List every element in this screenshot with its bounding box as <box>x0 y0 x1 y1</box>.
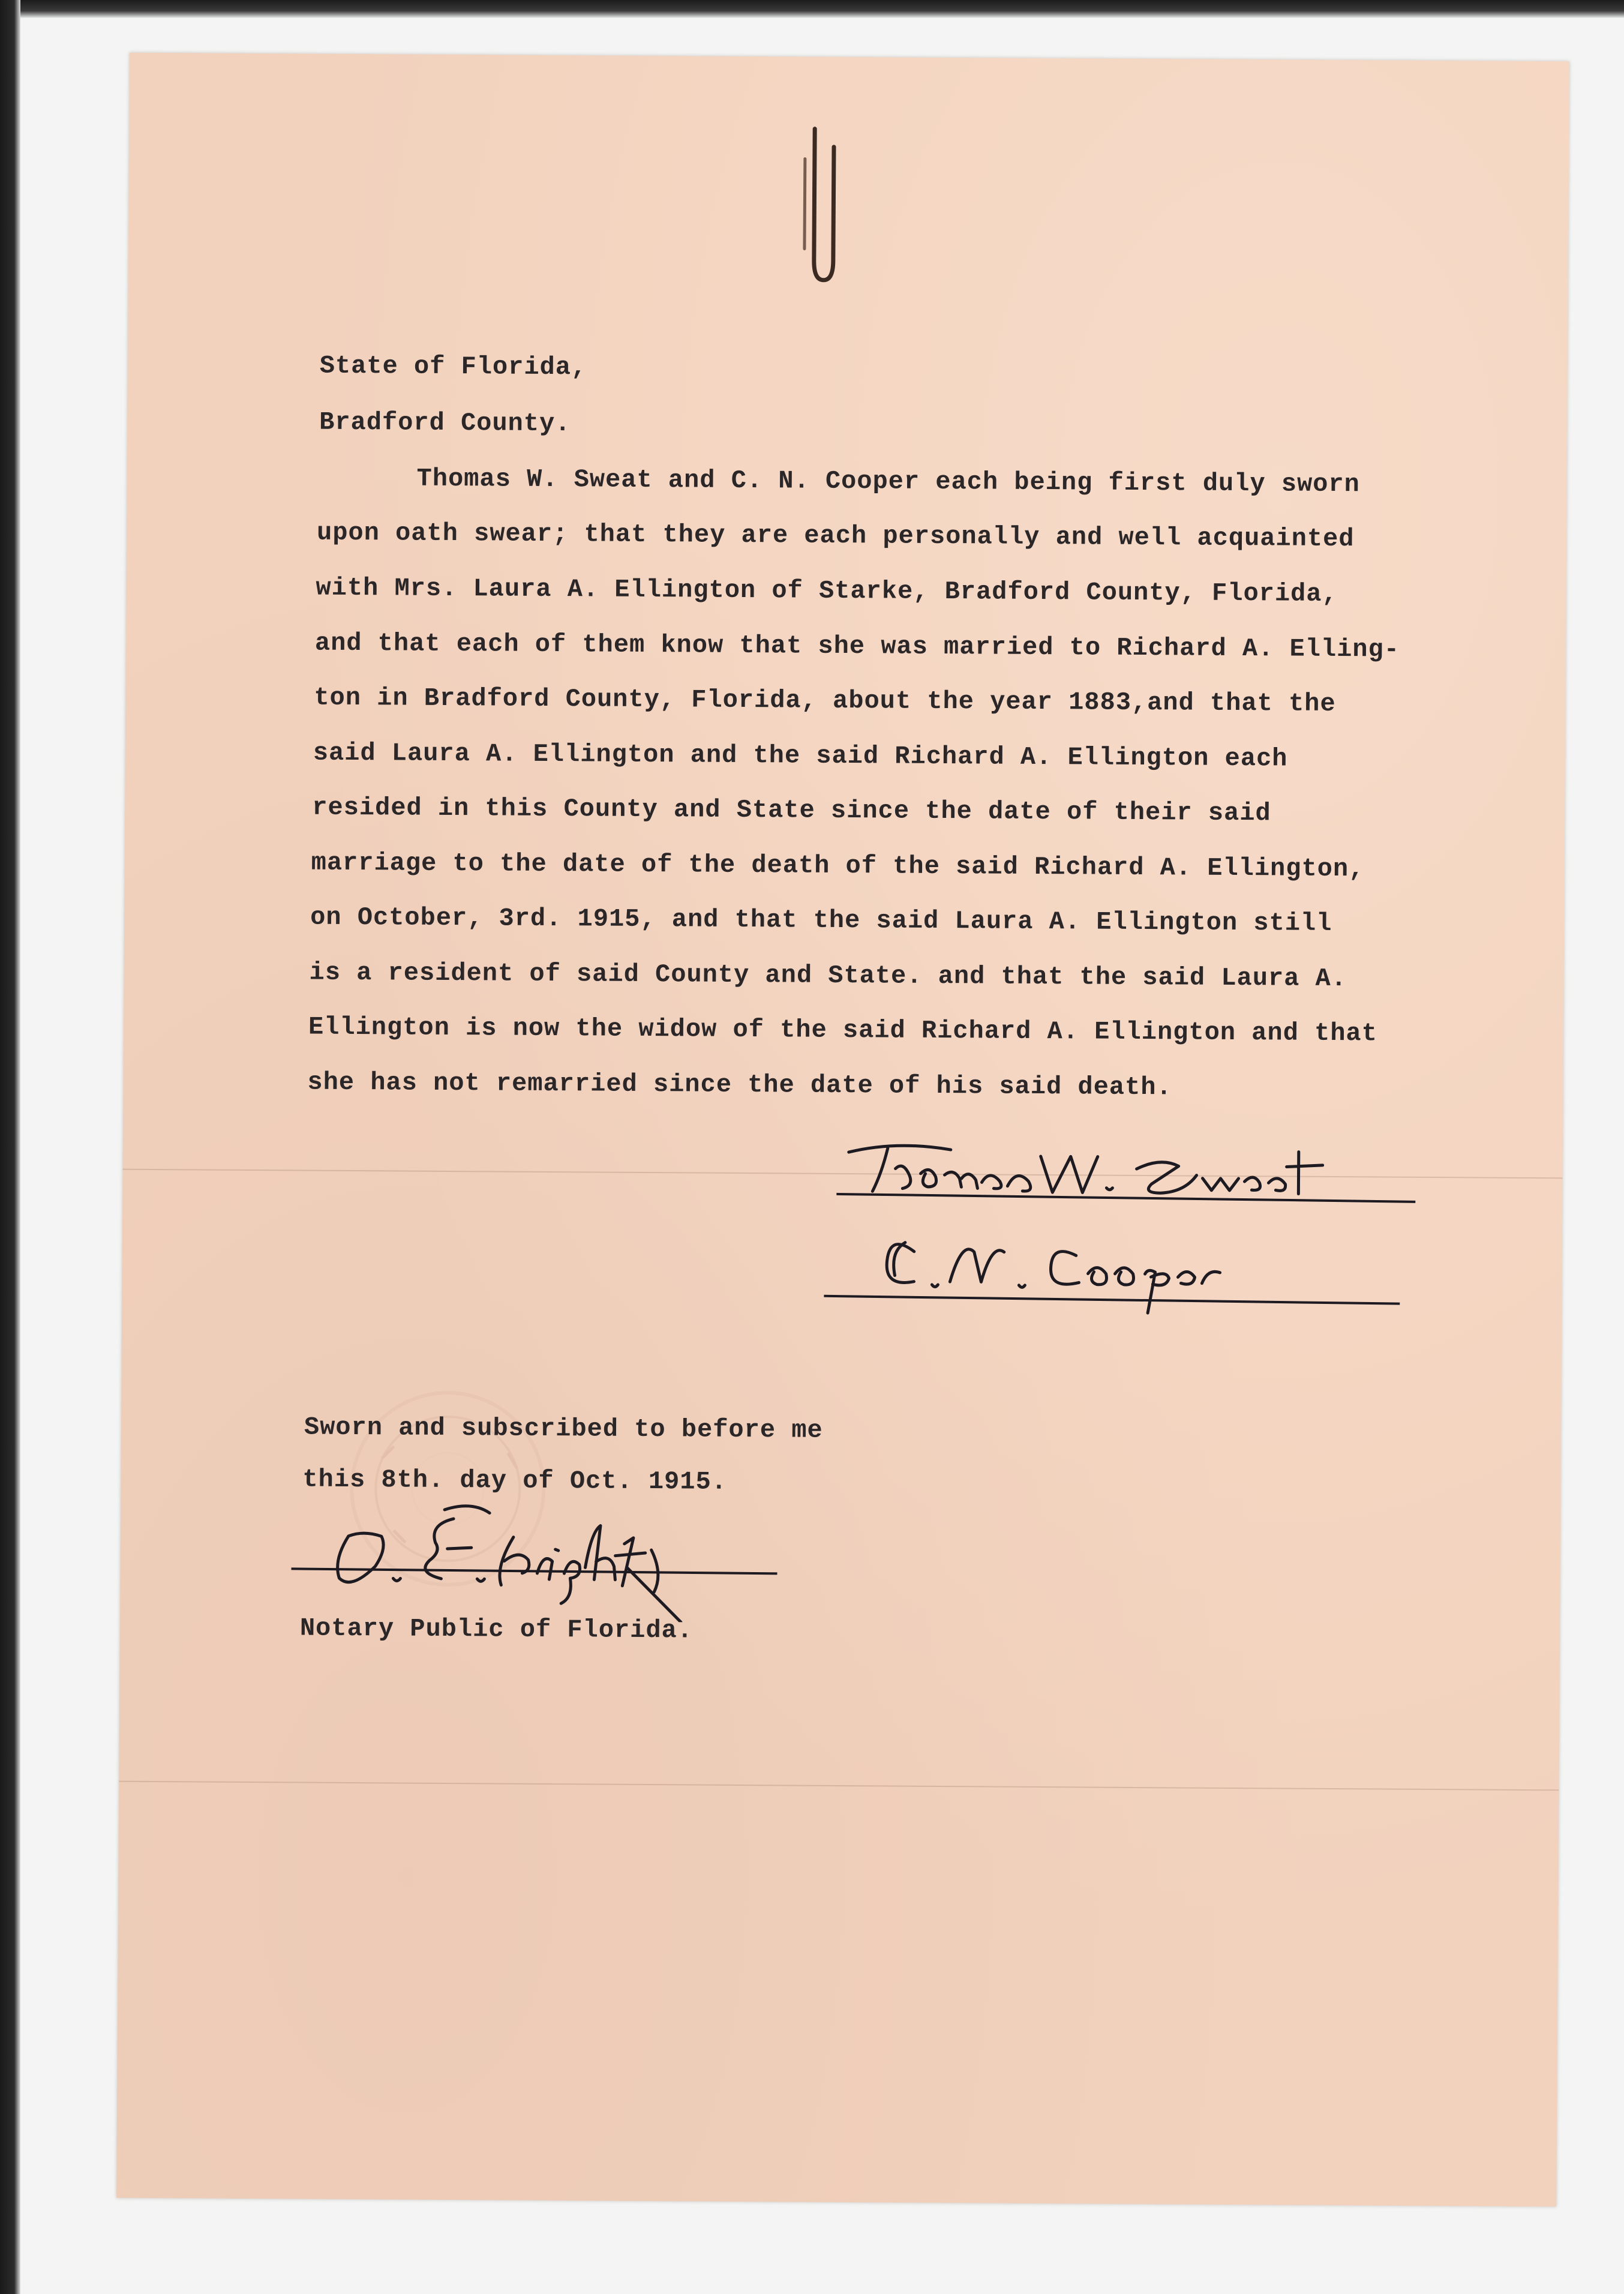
body-line: upon oath swear; that they are each personally and well acquainted <box>316 518 1355 554</box>
notary-title: Notary Public of Florida. <box>299 1614 694 1645</box>
body-line: is a resident of said County and State. and that the said Laura A. <box>309 958 1347 994</box>
body-line: on October, 3rd. 1915, and that the said Laura A. Ellington still <box>310 902 1332 938</box>
body-line: Thomas W. Sweat and C. N. Cooper each being first duly sworn <box>416 464 1360 499</box>
body-line: she has not remarried since the date of his said death. <box>307 1067 1172 1102</box>
jurat-line: Sworn and subscribed to before me <box>304 1413 823 1445</box>
body-line: Ellington is now the widow of the said Richard A. Ellington and that <box>308 1012 1378 1048</box>
body-line: said Laura A. Ellington and the said Richard A. Ellington each <box>313 738 1288 773</box>
body-line: ton in Bradford County, Florida, about the year 1883,and that the <box>314 683 1336 719</box>
fold-line <box>119 1781 1559 1791</box>
scanner-edge-left <box>0 0 20 2294</box>
county-heading: Bradford County. <box>319 407 571 439</box>
body-line: marriage to the date of the death of the said Richard A. Ellington, <box>311 848 1365 884</box>
affidavit-page <box>116 53 1569 2207</box>
state-heading: State of Florida, <box>319 351 587 382</box>
body-line: resided in this County and State since the date of their said <box>312 793 1271 828</box>
jurat-line: this 8th. day of Oct. 1915. <box>302 1465 728 1497</box>
affiant-signatures <box>824 1131 1455 1327</box>
notary-signature <box>291 1494 790 1623</box>
body-line: and that each of them know that she was married to Richard A. Elling- <box>314 628 1400 664</box>
scanner-edge-top <box>0 0 1624 18</box>
body-line: with Mrs. Laura A. Ellington of Starke, Bradford County, Florida, <box>316 573 1338 609</box>
paperclip-icon <box>797 123 846 297</box>
